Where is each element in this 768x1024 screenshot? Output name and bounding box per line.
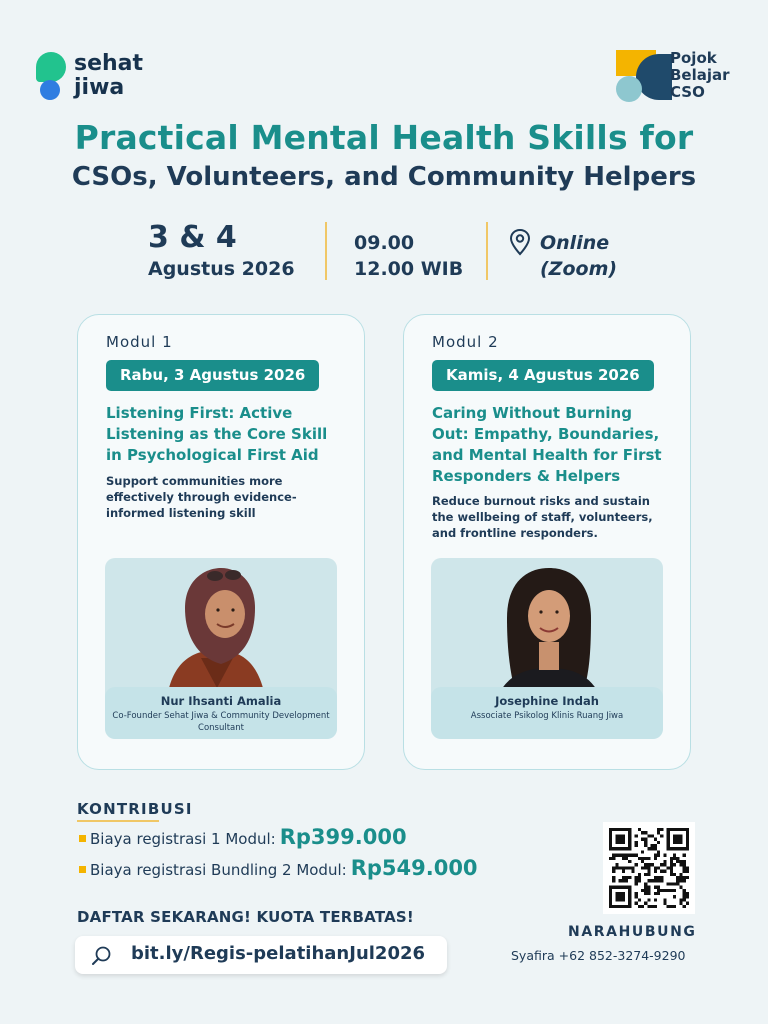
- search-icon: [91, 945, 113, 967]
- event-location-text: [540, 230, 617, 282]
- logo-left-line2: jiwa: [74, 75, 125, 100]
- sehat-jiwa-logo: [36, 50, 166, 110]
- speaker-role: Co-Founder Sehat Jiwa & Community Development Consultant: [112, 711, 330, 733]
- module-date-badge: Rabu, 3 Agustus 2026: [106, 360, 319, 391]
- logo-right-line2: Belajar: [670, 66, 730, 84]
- event-time: [354, 230, 463, 282]
- fee-price: Rp399.000: [279, 825, 407, 849]
- logo-left-line1: sehat: [74, 51, 144, 76]
- event-date-month: Agustus 2026: [148, 258, 295, 280]
- logo-navy-shape: [636, 54, 672, 100]
- event-date-days: 3 & 4: [148, 220, 237, 255]
- fee-row-2: [79, 856, 478, 880]
- module-card-1: [77, 314, 365, 770]
- contact-phone: Syafira +62 852-3274-9290: [511, 948, 686, 963]
- qr-code-icon: [609, 828, 689, 908]
- logo-green-shape: [36, 52, 66, 82]
- map-pin-icon: [508, 228, 532, 256]
- registration-link[interactable]: [75, 936, 447, 974]
- logo-right-line3: CSO: [670, 83, 705, 101]
- sub-title: CSOs, Volunteers, and Community Helpers: [71, 162, 697, 192]
- pojok-belajar-wordmark: [670, 50, 730, 101]
- bullet-icon: [79, 835, 86, 842]
- module-description: Reduce burnout risks and sustain the wellbeing of staff, volunteers, and frontline responders.: [432, 494, 653, 540]
- info-divider: [486, 222, 488, 280]
- speaker-name: Nur Ihsanti Amalia: [160, 694, 282, 708]
- contribution-underline: [77, 820, 159, 822]
- location-line2: (Zoom): [540, 258, 618, 280]
- module-title: Caring Without Burning Out: Empathy, Boundaries, and Mental Health for First Responders & Helpers: [432, 404, 662, 485]
- location-line1: Online: [540, 232, 610, 254]
- bullet-icon: [79, 866, 86, 873]
- event-time-end: 12.00 WIB: [354, 258, 464, 280]
- main-title: Practical Mental Health Skills for: [74, 118, 694, 157]
- module-date-badge: Kamis, 4 Agustus 2026: [432, 360, 654, 391]
- module-label: Modul 2: [432, 333, 499, 351]
- event-date: [148, 222, 295, 282]
- contact-heading: NARAHUBUNG: [568, 924, 697, 940]
- info-divider: [325, 222, 327, 280]
- contribution-heading: KONTRIBUSI: [77, 800, 193, 818]
- event-time-start: 09.00: [354, 232, 415, 254]
- fee-label: Biaya registrasi Bundling 2 Modul:: [90, 861, 347, 879]
- logo-right-line1: Pojok: [670, 49, 717, 67]
- module-label: Modul 1: [106, 333, 173, 351]
- fee-label: Biaya registrasi 1 Modul:: [90, 830, 276, 848]
- registration-url: bit.ly/Regis-pelatihanJul2026: [131, 943, 426, 964]
- logo-blue-shape: [40, 80, 60, 100]
- fee-row-1: [79, 825, 407, 849]
- sehat-jiwa-wordmark: [74, 52, 143, 100]
- register-cta: DAFTAR SEKARANG! KUOTA TERBATAS!: [77, 908, 414, 926]
- module-description: Support communities more effectively through evidence-informed listening skill: [106, 474, 297, 520]
- fee-price: Rp549.000: [350, 856, 478, 880]
- speaker-role: Associate Psikolog Klinis Ruang Jiwa: [470, 711, 624, 721]
- speaker-name-plate: [105, 687, 337, 739]
- module-title: Listening First: Active Listening as the Core Skill in Psychological First Aid: [106, 404, 328, 464]
- speaker-name-plate: [431, 687, 663, 739]
- module-card-2: [403, 314, 691, 770]
- speaker-name: Josephine Indah: [495, 694, 599, 708]
- pojok-belajar-cso-logo: [616, 50, 746, 106]
- logo-teal-shape: [616, 76, 642, 102]
- qr-code[interactable]: [603, 822, 695, 914]
